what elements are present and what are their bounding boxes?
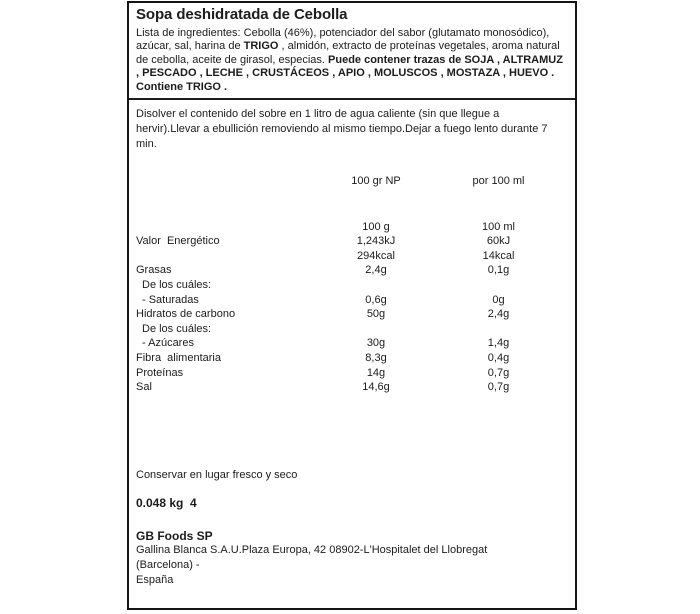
value-per-100ml: 0,1g [487,264,510,277]
table-row [136,307,566,322]
value-per-100ml [431,278,566,293]
manufacturer-address-line3: España [136,573,174,586]
nutrient-label: Sal [136,381,152,394]
nutrient-label: Proteínas [136,366,184,379]
product-label [127,1,577,610]
value-per-100g [321,278,431,293]
value-per-100g: 30g [366,337,386,350]
table-row [136,336,566,351]
table-row [136,322,566,337]
value-per-100ml: 0,7g [487,381,510,394]
table-row [136,293,566,308]
value-per-100g: 2,4g [365,264,387,277]
col-header-100g: 100 gr NP [351,175,401,188]
table-row [136,366,566,381]
nutrient-label: Fibra alimentaria [136,351,221,364]
value-per-100g: 8,3g [365,351,387,364]
manufacturer-name: GB Foods SP [136,528,213,543]
nutrient-label [136,220,321,235]
nutrient-label: Hidratos de carbono [136,308,236,321]
value-per-100g: 1,243kJ [356,235,396,248]
nutrient-label: Valor Energético [136,235,220,248]
product-title: Sopa deshidratada de Cebolla [136,6,348,23]
value-per-100g: 100 g [362,220,390,233]
preparation-text: Disolver el contenido del sobre en 1 litro de agua caliente (sin que llegue a hervir).Llevar a ebullición removiendo al mismo tiempo.Dejar a fuego lento durante 7 min. [136,108,548,151]
nutrition-table-header [136,174,566,189]
value-per-100g: 14,6g [362,381,390,394]
ingredients-text [136,27,566,94]
value-per-100ml: 0,7g [487,366,510,379]
table-row [136,380,566,395]
value-per-100ml: 60kJ [486,235,511,248]
nutrient-label [136,249,321,264]
value-per-100g: 14g [366,366,386,379]
header-section [129,3,575,94]
nutrient-label: De los cuáles: [142,279,212,291]
storage-text: Conservar en lugar fresco y seco [136,468,298,481]
nutrient-label: - Saturadas [142,293,199,306]
manufacturer-address-line2: (Barcelona) - [136,558,200,571]
table-row [136,263,566,278]
value-per-100ml: 0g [492,293,505,306]
value-per-100ml: 0,4g [487,351,510,364]
table-row [136,278,566,293]
value-per-100ml: 100 ml [481,220,516,233]
table-row [136,234,566,249]
body-section [129,100,575,588]
net-weight: 0.048 kg 4 [136,495,197,510]
table-row [136,220,566,235]
value-per-100g [321,322,431,337]
nutrient-label: De los cuáles: [142,322,212,335]
nutrient-label: Grasas [136,264,172,277]
header-spacer [136,174,321,189]
ingredients-allergen-warning: Puede contener trazas de SOJA , ALTRAMUZ , PESCADO , LECHE , CRUSTÁCEOS , APIO , MOLUSCOS , MOSTAZA , HUEVO . Contiene TRIGO . [136,53,563,93]
ingredients-seg1: Lista de ingredientes: Cebolla (46%), potenciador del sabor (glutamato monosódico), azúcar, sal, harina de [136,27,550,53]
value-per-100ml [431,322,566,337]
value-per-100g: 294kcal [357,249,395,262]
manufacturer-address-line1: Gallina Blanca S.A.U.Plaza Europa, 42 08902-L'Hospitalet del Llobregat [136,543,488,556]
value-per-100g: 0,6g [365,293,387,306]
value-per-100g: 50g [366,308,386,321]
value-per-100ml: 2,4g [487,308,510,321]
value-per-100ml: 1,4g [487,337,510,350]
nutrient-label: - Azúcares [142,337,194,350]
table-row [136,249,566,264]
table-row [136,351,566,366]
nutrition-table [136,220,566,395]
col-header-100ml: por 100 ml [472,175,525,188]
ingredients-seg3: , almidón, extracto de proteínas vegetales, aroma natural de cebolla, aceite de girasol, especias. [136,40,560,66]
value-per-100ml: 14kcal [482,249,515,262]
ingredients-allergen-trigo: TRIGO [243,40,279,53]
